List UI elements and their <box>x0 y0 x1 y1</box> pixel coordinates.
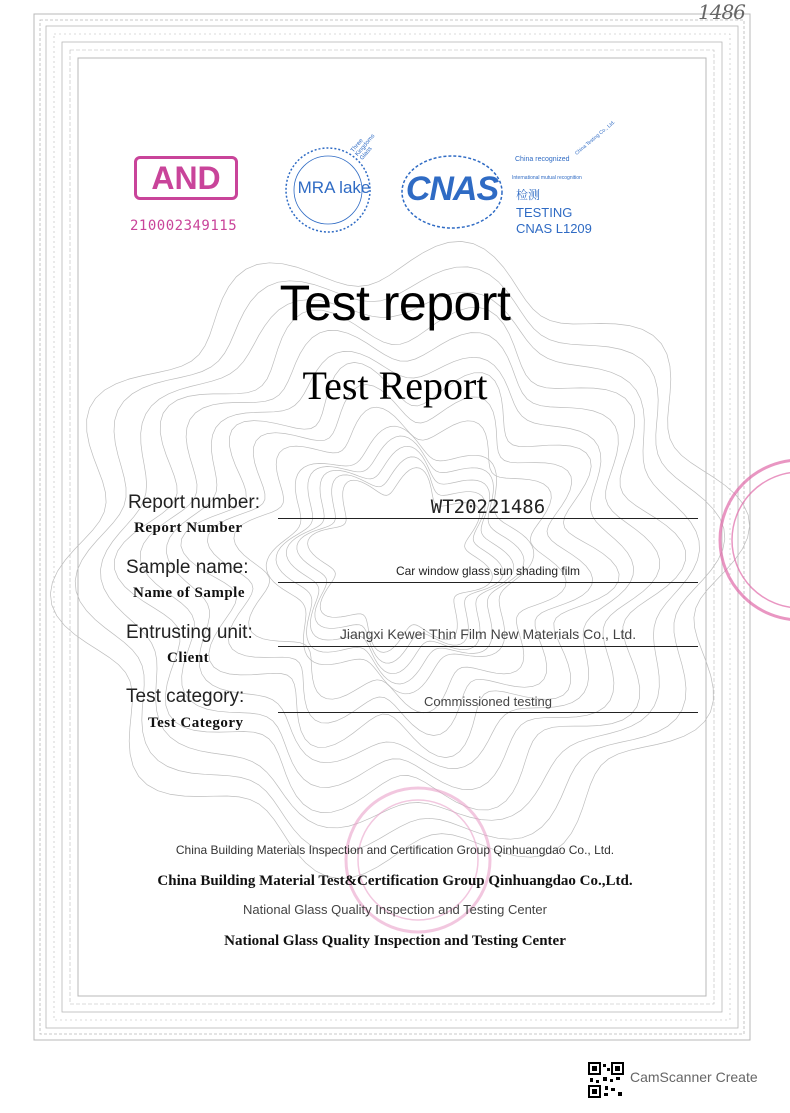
cnas-logo <box>398 148 508 238</box>
testing-center-name-2: National Glass Quality Inspection and Testing Center <box>224 933 566 949</box>
rosette-inner-ring <box>266 426 534 694</box>
rosette-ring <box>234 407 566 713</box>
organization-name-1: China Building Materials Inspection and Certification Group Qinhuangdao Co., Ltd. <box>175 843 615 857</box>
report-number-value: WT20221486 <box>430 496 546 518</box>
rosette-ring <box>207 385 592 736</box>
china-recognized-text: China recognized <box>515 156 570 163</box>
cnas-code: CNAS L1209 <box>516 221 592 236</box>
cnas-label: CNAS <box>405 170 499 208</box>
test-category-value: Commissioned testing <box>424 694 552 709</box>
test-category-label: Test category: <box>126 686 245 707</box>
red-stamp-right <box>720 460 790 620</box>
testing-cn-text: 检测 <box>516 188 541 202</box>
camscanner-watermark <box>588 1062 768 1096</box>
entrusting-unit-sublabel: Client <box>167 650 210 666</box>
and-stamp-number: 210002349115 <box>130 218 238 234</box>
sample-name-sublabel: Name of Sample <box>133 585 245 601</box>
testing-center-name-1: National Glass Quality Inspection and Testing Center <box>243 902 547 917</box>
testing-accreditation <box>512 119 632 240</box>
mra-label: MRA lake <box>297 178 371 197</box>
qr-code-icon <box>588 1062 624 1098</box>
report-number-sublabel: Report Number <box>134 520 243 536</box>
testing-label: TESTING <box>516 205 573 220</box>
page-title: Test report <box>279 275 511 331</box>
test-category-underline <box>278 712 698 713</box>
entrusting-unit-label: Entrusting unit: <box>126 622 253 643</box>
mra-logo <box>280 133 390 242</box>
testing-arc-text: China Testing Co., Ltd. <box>574 119 617 157</box>
sample-name-label: Sample name: <box>126 557 249 578</box>
and-logo: AND <box>134 156 238 200</box>
sample-name-value: Car window glass sun shading film <box>395 564 581 578</box>
camscanner-text: CamScanner Create <box>630 1069 758 1085</box>
handwritten-page-number: 1486 <box>698 0 745 24</box>
sample-name-underline <box>278 582 698 583</box>
report-number-underline <box>278 518 698 519</box>
test-category-sublabel: Test Category <box>148 715 244 731</box>
international-recognition-text: International mutual recognition <box>512 175 582 181</box>
page-subtitle: Test Report <box>302 363 488 408</box>
entrusting-unit-value: Jiangxi Kewei Thin Film New Materials Co., Ltd. <box>339 626 637 642</box>
and-stamp <box>130 156 245 236</box>
entrusting-unit-underline <box>278 646 698 647</box>
mra-arc-text: Three Kingdoms Glass <box>350 133 377 162</box>
report-number-label: Report number: <box>128 492 261 513</box>
organization-name-2: China Building Material Test&Certification Group Qinhuangdao Co.,Ltd. <box>157 873 633 889</box>
